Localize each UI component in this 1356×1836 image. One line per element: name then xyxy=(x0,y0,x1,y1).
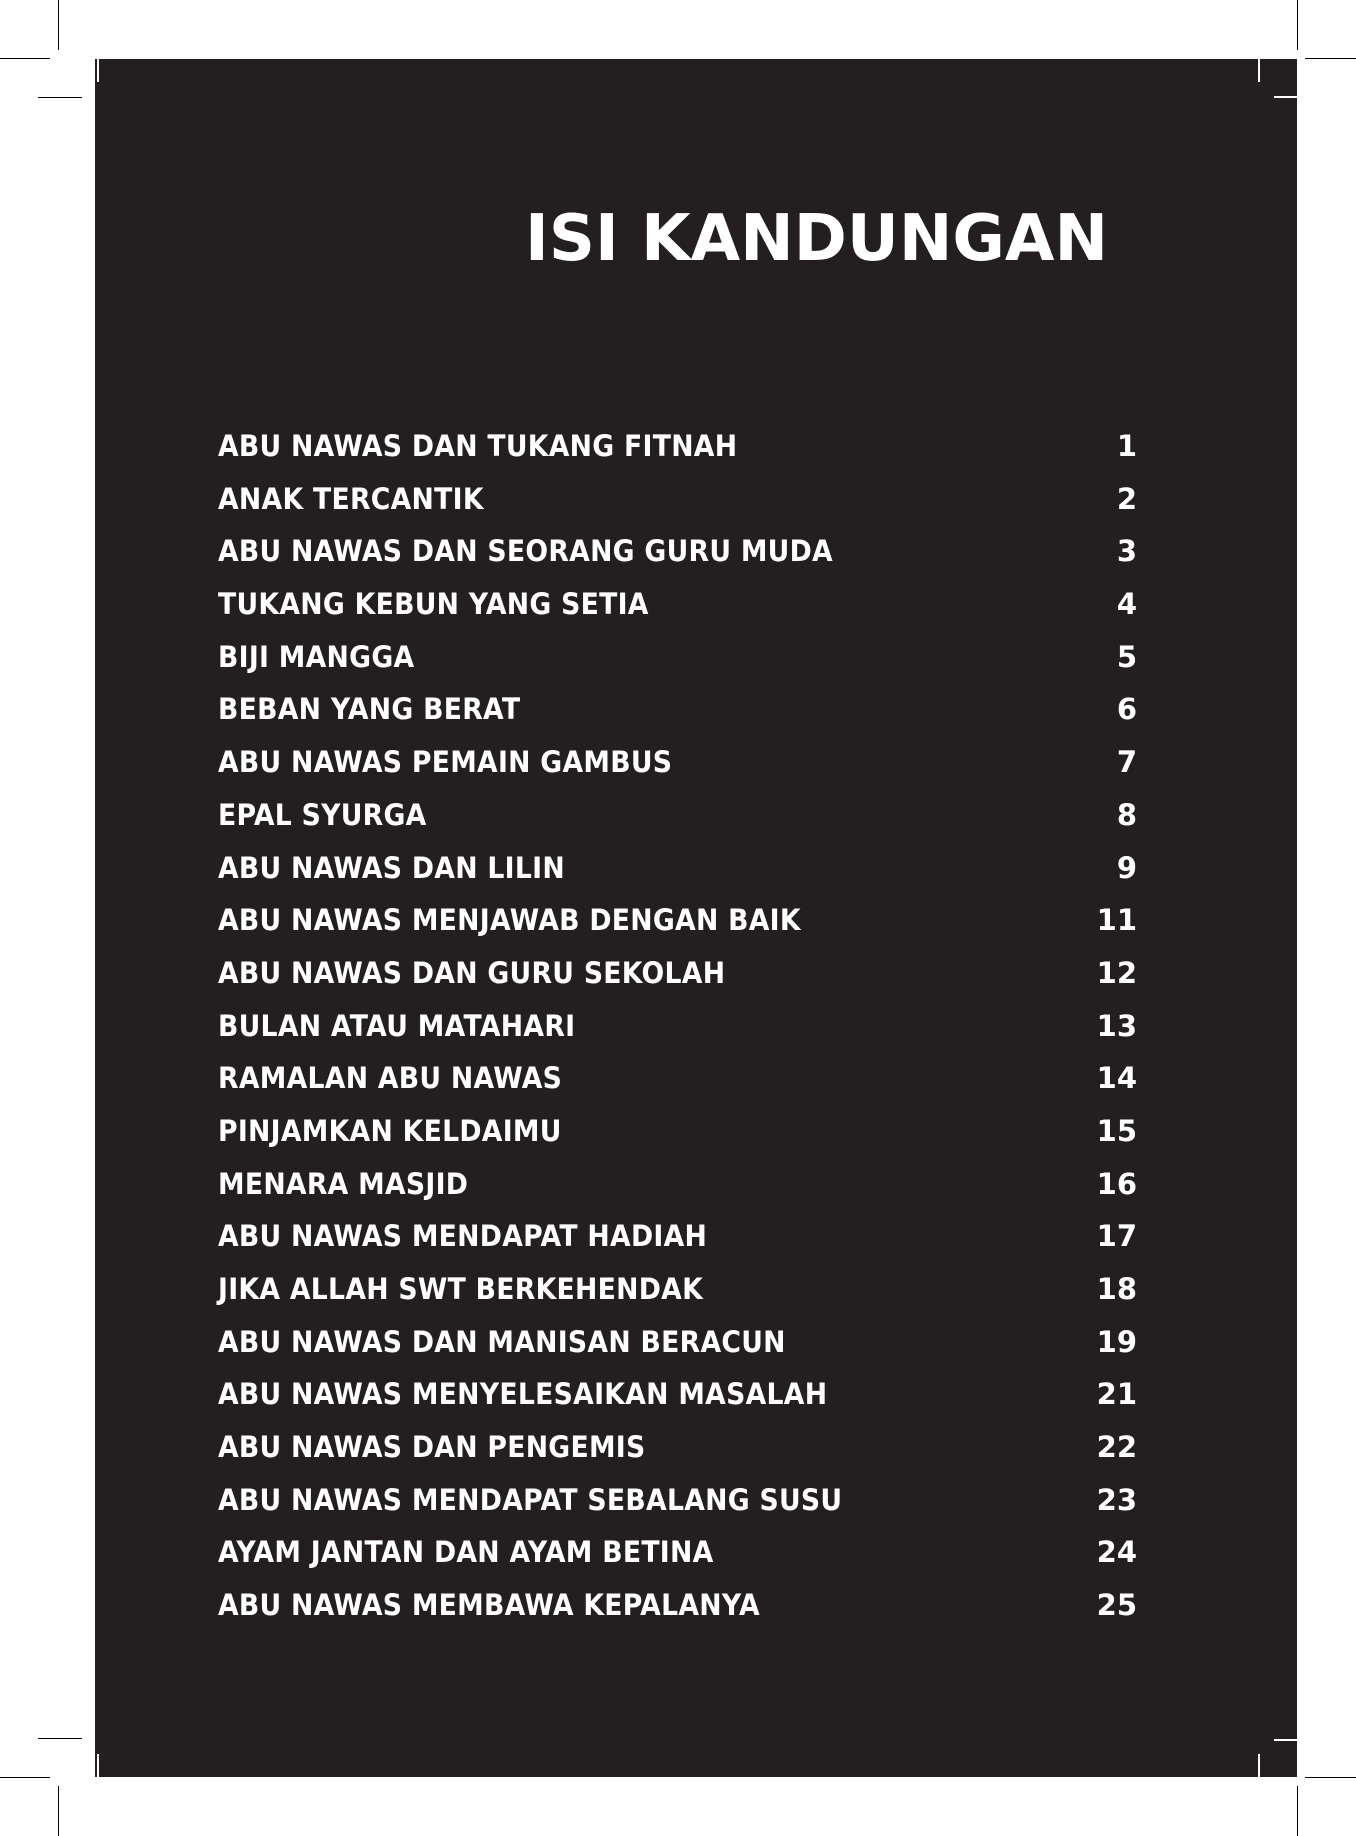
toc-entry[interactable] xyxy=(218,1000,1137,1053)
toc-entry[interactable] xyxy=(218,683,1137,736)
crop-mark-bottom-right-v xyxy=(1297,1786,1298,1836)
toc-entry[interactable] xyxy=(218,1052,1137,1105)
toc-entry-page: 7 xyxy=(1116,745,1137,780)
toc-entry[interactable] xyxy=(218,1316,1137,1369)
toc-entry-title: BULAN ATAU MATAHARI xyxy=(218,1008,576,1043)
toc-entry-page: 8 xyxy=(1116,797,1137,832)
toc-entry-title: ABU NAWAS MENDAPAT HADIAH xyxy=(218,1219,708,1254)
toc-entry-page: 11 xyxy=(1096,903,1137,938)
toc-entry-page: 6 xyxy=(1116,692,1137,727)
toc-entry[interactable] xyxy=(218,736,1137,789)
toc-entry-page: 12 xyxy=(1096,955,1137,990)
toc-entry-page: 16 xyxy=(1096,1166,1137,1201)
toc-entry[interactable] xyxy=(218,473,1137,526)
toc-entry-page: 13 xyxy=(1096,1008,1137,1043)
toc-entry-title: MENARA MASJID xyxy=(218,1166,469,1201)
page-title: ISI KANDUNGAN xyxy=(525,202,1108,276)
crop-mark-bottom-left-inner-h xyxy=(38,1738,82,1739)
toc-entry[interactable] xyxy=(218,1526,1137,1579)
toc-entry[interactable] xyxy=(218,1368,1137,1421)
toc-entry-page: 25 xyxy=(1096,1588,1137,1623)
toc-entry-title: AYAM JANTAN DAN AYAM BETINA xyxy=(218,1535,714,1570)
toc-entry-page: 9 xyxy=(1116,850,1137,885)
toc-entry-title: ABU NAWAS MENJAWAB DENGAN BAIK xyxy=(218,903,801,938)
toc-entry-page: 18 xyxy=(1096,1272,1137,1306)
toc-entry-title: ABU NAWAS DAN GURU SEKOLAH xyxy=(218,955,726,990)
toc-entry[interactable] xyxy=(218,1105,1137,1158)
toc-entry-page: 4 xyxy=(1116,587,1137,622)
toc-entry-title: EPAL SYURGA xyxy=(218,797,427,832)
toc-entry[interactable] xyxy=(218,789,1137,842)
toc-entry[interactable] xyxy=(218,1474,1137,1527)
toc-entry-title: ABU NAWAS MENYELESAIKAN MASALAH xyxy=(218,1377,828,1412)
toc-entry[interactable] xyxy=(218,1158,1137,1211)
toc-entry-title: ABU NAWAS DAN MANISAN BERACUN xyxy=(218,1324,786,1359)
toc-entry-title: ABU NAWAS MENDAPAT SEBALANG SUSU xyxy=(218,1482,843,1517)
toc-entry-page: 21 xyxy=(1096,1377,1137,1412)
crop-mark-top-left-v xyxy=(58,0,59,50)
toc-entry-title: ABU NAWAS DAN TUKANG FITNAH xyxy=(218,429,738,463)
table-of-contents xyxy=(218,420,1137,1632)
toc-entry-title: JIKA ALLAH SWT BERKEHENDAK xyxy=(218,1272,704,1306)
toc-entry-page: 1 xyxy=(1116,429,1137,463)
toc-entry-title: BEBAN YANG BERAT xyxy=(218,692,521,727)
toc-entry[interactable] xyxy=(218,631,1137,684)
toc-entry-page: 15 xyxy=(1096,1113,1137,1148)
toc-entry-page: 3 xyxy=(1116,534,1137,569)
toc-entry-title: ABU NAWAS DAN SEORANG GURU MUDA xyxy=(218,534,833,569)
crop-mark-bottom-right-h xyxy=(1305,1777,1356,1778)
toc-entry-title: ANAK TERCANTIK xyxy=(218,481,484,516)
crop-mark-top-left-h xyxy=(0,58,50,59)
toc-entry-page: 24 xyxy=(1096,1535,1137,1570)
toc-entry-title: TUKANG KEBUN YANG SETIA xyxy=(218,587,649,622)
crop-mark-inner-top-left-v xyxy=(97,39,99,82)
toc-entry-title: PINJAMKAN KELDAIMU xyxy=(218,1113,562,1148)
toc-entry-page: 19 xyxy=(1096,1324,1137,1359)
toc-entry-page: 14 xyxy=(1096,1061,1137,1096)
toc-entry[interactable] xyxy=(218,894,1137,947)
crop-mark-inner-bottom-left-v xyxy=(97,1754,99,1777)
crop-mark-inner-bottom-right-v xyxy=(1258,1754,1260,1777)
toc-entry-page: 5 xyxy=(1116,639,1137,674)
crop-mark-top-left-inner-h xyxy=(38,97,82,98)
crop-mark-top-right-h xyxy=(1305,58,1356,59)
toc-entry[interactable] xyxy=(218,947,1137,1000)
page xyxy=(95,59,1297,1777)
toc-entry-page: 23 xyxy=(1096,1482,1137,1517)
toc-entry-title: ABU NAWAS DAN LILIN xyxy=(218,850,565,885)
toc-entry[interactable] xyxy=(218,1263,1137,1316)
toc-entry-title: BIJI MANGGA xyxy=(218,639,415,674)
crop-mark-bottom-left-h xyxy=(0,1777,50,1778)
toc-entry[interactable] xyxy=(218,578,1137,631)
crop-mark-inner-top-right-h xyxy=(1274,96,1297,98)
toc-entry[interactable] xyxy=(218,1210,1137,1263)
crop-mark-inner-bottom-right-h xyxy=(1274,1739,1297,1741)
toc-entry-title: ABU NAWAS PEMAIN GAMBUS xyxy=(218,745,673,780)
toc-entry-page: 17 xyxy=(1096,1219,1137,1254)
toc-entry-page: 22 xyxy=(1096,1430,1137,1465)
toc-entry-page: 2 xyxy=(1116,481,1137,516)
toc-entry-title: ABU NAWAS DAN PENGEMIS xyxy=(218,1430,646,1465)
toc-entry[interactable] xyxy=(218,842,1137,895)
toc-entry[interactable] xyxy=(218,525,1137,578)
toc-entry[interactable] xyxy=(218,420,1137,473)
toc-entry[interactable] xyxy=(218,1579,1137,1632)
crop-mark-top-right-v xyxy=(1297,0,1298,50)
toc-entry-title: ABU NAWAS MEMBAWA KEPALANYA xyxy=(218,1588,760,1623)
crop-mark-inner-top-right-v xyxy=(1258,39,1260,82)
crop-mark-bottom-left-v xyxy=(58,1786,59,1836)
toc-entry[interactable] xyxy=(218,1421,1137,1474)
toc-entry-title: RAMALAN ABU NAWAS xyxy=(218,1061,563,1096)
